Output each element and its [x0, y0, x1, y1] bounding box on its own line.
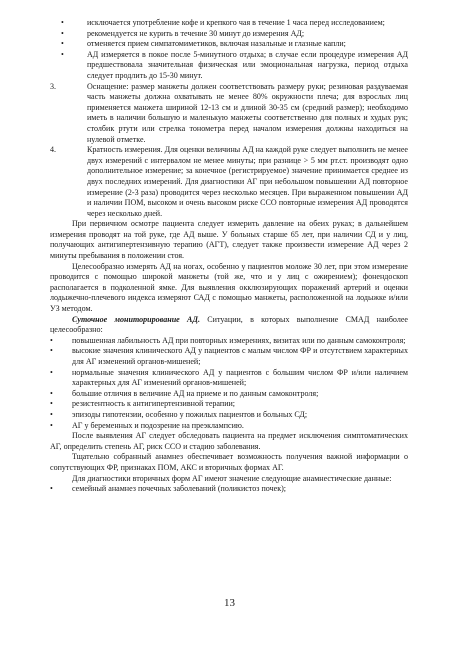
bullet-icon: •: [61, 39, 64, 49]
paragraph: После выявления АГ следует обследовать пациента на предмет исключения симптоматических АГ, определить степень АГ, риск ССО и стадию заболевания.: [50, 431, 408, 451]
numbered-item-4: 4. Кратность измерения. Для оценки величины АД на каждой руке следует выполнить не менее двух измерений с интервалом не менее минуты; при разнице > 5 мм рт.ст. производят одно дополнительное измерение; за конечное (регистрируемое) значение принимается среднее из двух последних измерений. Для диагностики АГ при небольшом повышении АД повторное измерение (2-3 раза) проводится через несколько месяцев. При выраженном повышении АД и наличии ПОМ, высоком и очень высоком риске ССО повторные измерения АД проводятся через несколько дней.: [50, 145, 408, 218]
list-item: • нормальные значения клинического АД у пациентов с большим числом ФР и/или наличием характерных для АГ изменений органов-мишеней;: [50, 367, 408, 388]
list-item: • резистентность к антигипертензивной терапии;: [50, 399, 236, 409]
bullet-icon: •: [50, 420, 53, 430]
bullet-icon: •: [50, 346, 53, 356]
list-item: • большие отличия в величине АД на приеме и по данным самоконтроля;: [50, 388, 319, 398]
paragraph: Целесообразно измерять АД на ногах, особенно у пациентов моложе 30 лет, при этом измерение проводится с помощью широкой манжеты (той же, что и у лиц с ожирением); фонендоскоп располагается в подколенной ямке. Для выявления окклюзирующих поражений артерий и оценки лодыжечно-плечевого индекса измеряют САД с помощью манжеты, расположенной на лодыжке и/или УЗ методом.: [50, 261, 408, 314]
bullet-icon: •: [50, 409, 53, 419]
list-item: • высокие значения клинического АД у пациентов с малым числом ФР и отсутствием характерных для АГ изменений органов-мишеней;: [50, 346, 408, 366]
list-item: • отменяется прием симпатомиметиков, включая назальные и глазные капли;: [61, 39, 346, 49]
bullet-icon: •: [50, 388, 53, 398]
list-item: • АГ у беременных и подозрение на преэклампсию.: [50, 420, 244, 430]
item-number: 3.: [50, 81, 57, 91]
bullet-icon: •: [50, 484, 53, 494]
list-item: • исключается употребление кофе и крепкого чая в течение 1 часа перед исследованием;: [61, 18, 385, 27]
bullet-icon: •: [50, 335, 53, 345]
paragraph: При первичном осмотре пациента следует измерить давление на обеих руках; в дальнейшем измерения проводят на той руке, где АД выше. У больных старше 65 лет, при наличии СД и у лиц, получающих антигипертензивную терапию (АГТ), следует также произвести измерение АД через 2 минуты пребывания в положении стоя.: [50, 219, 408, 261]
section-heading: Суточное мониторирование АД.: [72, 314, 201, 324]
list-item: • АД измеряется в покое после 5-минутного отдыха; в случае если процедуре измерения АД предшествовала значительная физическая или эмоциональная нагрузка, период отдыха следует продлить до 15-30 минут.: [61, 49, 408, 80]
bullet-icon: •: [61, 18, 64, 27]
paragraph-smad: Суточное мониторирование АД. Ситуации, в которых выполнение СМАД наиболее целесообразно:: [50, 314, 408, 335]
paragraph: Тщательно собранный анамнез обеспечивает возможность получения важной информации о сопутствующих ФР, признаках ПОМ, АКС и вторичных формах АГ.: [50, 452, 408, 472]
list-item: • семейный анамнез почечных заболеваний (поликистоз почек);: [50, 484, 287, 494]
numbered-item-3: 3. Оснащение: размер манжеты должен соответствовать размеру руки; резиновая раздуваемая часть манжеты должна охватывать не менее 80% окружности плеча; для взрослых лиц применяется манжета шириной 12-13 см и длиной 30-35 см (средний размер); необходимо иметь в наличии большую и маленькую манжеты соответственно для полных и худых рук; столбик ртути или стрелка тонометра перед началом измерения должны находиться на нулевой отметке.: [50, 81, 408, 144]
paragraph: Для диагностики вторичных форм АГ имеют значение следующие анамнестические данные:: [72, 473, 392, 483]
list-item: • повышенная лабильность АД при повторных измерениях, визитах или по данным самоконтроля;: [50, 335, 406, 345]
list-item: • рекомендуется не курить в течение 30 минут до измерения АД;: [61, 28, 305, 38]
bullet-icon: •: [61, 28, 64, 38]
bullet-icon: •: [50, 367, 53, 377]
bullet-icon: •: [50, 399, 53, 409]
bullet-icon: •: [61, 49, 64, 59]
list-item: • эпизоды гипотензии, особенно у пожилых пациентов и больных СД;: [50, 409, 308, 419]
item-number: 4.: [50, 145, 57, 155]
page-content: [50, 18, 408, 495]
page-number: 13: [224, 597, 235, 609]
